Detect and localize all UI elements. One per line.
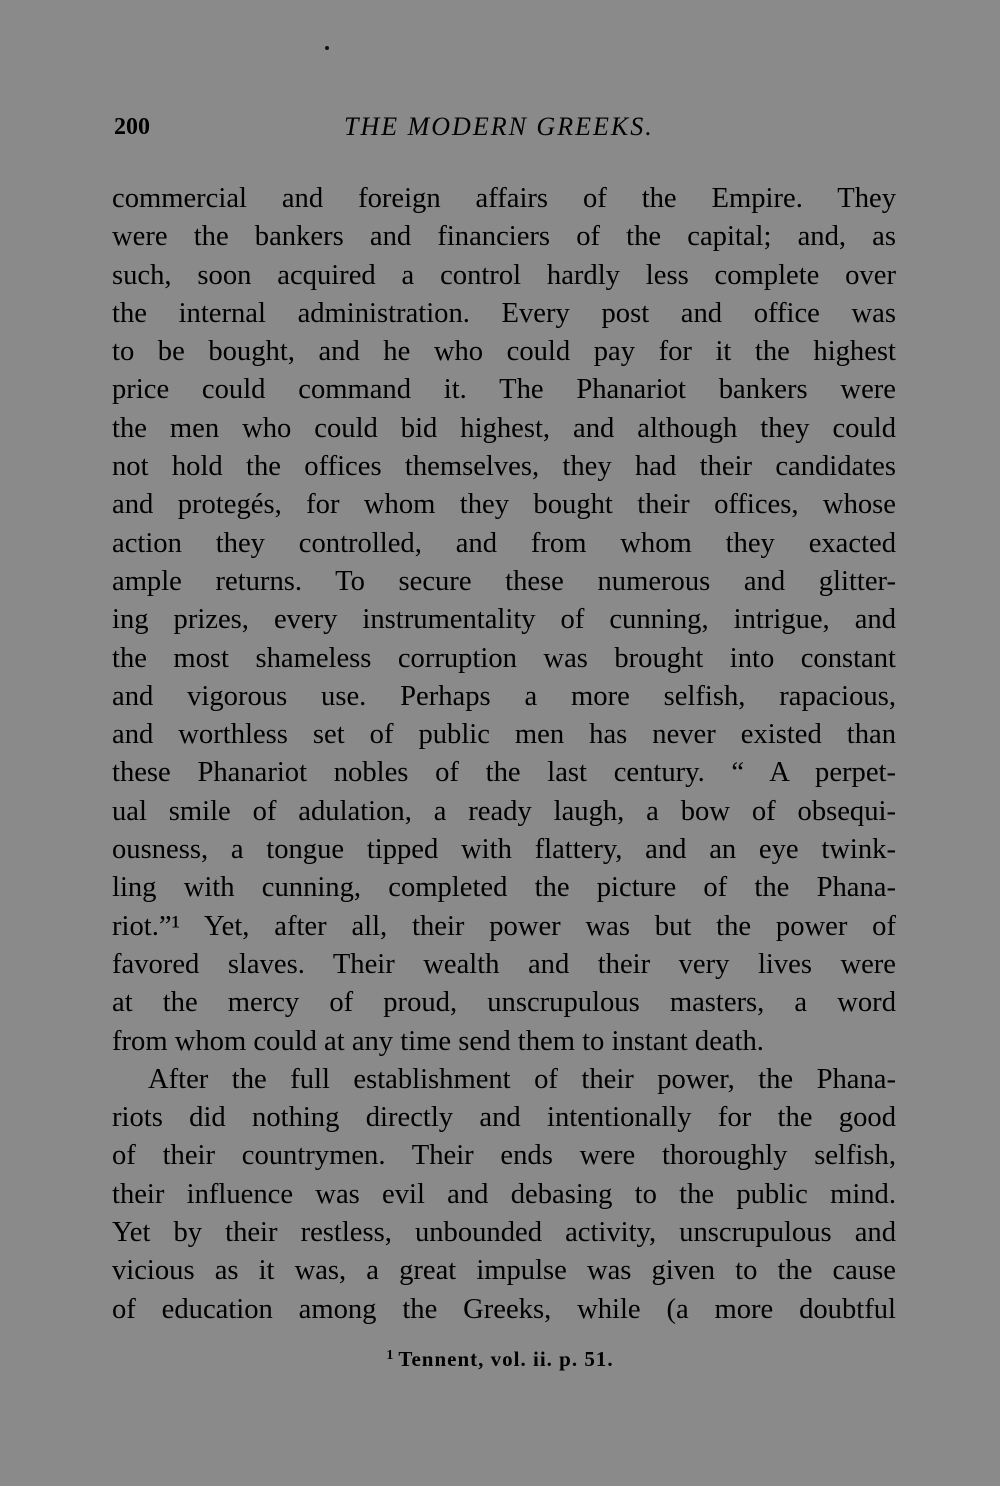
text-line: commercial and foreign affairs of the Empire. They xyxy=(112,183,896,214)
text-line: these Phanariot nobles of the last century. “ A perpet- xyxy=(112,757,896,789)
text-line: vicious as it was, a great impulse was given to the cause xyxy=(112,1255,896,1287)
text-line: to be bought, and he who could pay for it the highest xyxy=(112,336,896,368)
running-header xyxy=(114,108,896,148)
text-line: riots did nothing directly and intentionally for the good xyxy=(112,1102,896,1134)
paragraph-2 xyxy=(112,1061,896,1329)
text-line: their influence was evil and debasing to the public mind. xyxy=(112,1178,896,1210)
text-line: and worthless set of public men has never existed than xyxy=(112,719,896,751)
text-line: were the bankers and financiers of the capital; and, as xyxy=(112,221,896,253)
text-line: such, soon acquired a control hardly less complete over xyxy=(112,259,896,291)
text-line: price could command it. The Phanariot bankers were xyxy=(112,374,896,406)
text-line: at the mercy of proud, unscrupulous masters, a word xyxy=(112,987,896,1019)
text-line: of education among the Greeks, while (a more doubtful xyxy=(112,1293,896,1325)
text-line: ousness, a tongue tipped with flattery, and an eye twink- xyxy=(112,834,896,866)
footnote-marker: 1 xyxy=(386,1348,395,1363)
paragraph-1 xyxy=(112,180,896,1061)
text-line: the internal administration. Every post and office was xyxy=(112,297,896,329)
text-line: and protegés, for whom they bought their offices, whose xyxy=(112,489,896,521)
text-line: action they controlled, and from whom they exacted xyxy=(112,527,896,559)
text-line: Yet by their restless, unbounded activity, unscrupulous and xyxy=(112,1217,896,1249)
footnote-text: Tennent, vol. ii. p. 51. xyxy=(398,1347,614,1371)
page-number: 200 xyxy=(114,114,150,140)
text-line: ual smile of adulation, a ready laugh, a bow of obsequi- xyxy=(112,795,896,827)
text-line: riot.”¹ Yet, after all, their power was but the power of xyxy=(112,910,896,942)
text-line: from whom could at any time send them to instant death. xyxy=(112,1025,764,1057)
text-line: ing prizes, every instrumentality of cunning, intrigue, and xyxy=(112,604,896,636)
text-line: and vigorous use. Perhaps a more selfish, rapacious, xyxy=(112,680,896,712)
text-line: the most shameless corruption was brought into constant xyxy=(112,642,896,674)
text-line: favored slaves. Their wealth and their very lives were xyxy=(112,948,896,980)
footnote xyxy=(0,1347,1000,1372)
text-line: After the full establishment of their power, the Phana- xyxy=(148,1063,896,1095)
body-text xyxy=(112,180,896,1329)
text-line: of their countrymen. Their ends were thoroughly selfish, xyxy=(112,1140,896,1172)
text-line: the men who could bid highest, and although they could xyxy=(112,412,896,444)
text-line: ling with cunning, completed the picture of the Phana- xyxy=(112,872,896,904)
ink-speck xyxy=(325,46,329,50)
running-title: THE MODERN GREEKS. xyxy=(344,112,654,141)
text-line: ample returns. To secure these numerous and glitter- xyxy=(112,565,896,597)
text-line: not hold the offices themselves, they had their candidates xyxy=(112,451,896,483)
